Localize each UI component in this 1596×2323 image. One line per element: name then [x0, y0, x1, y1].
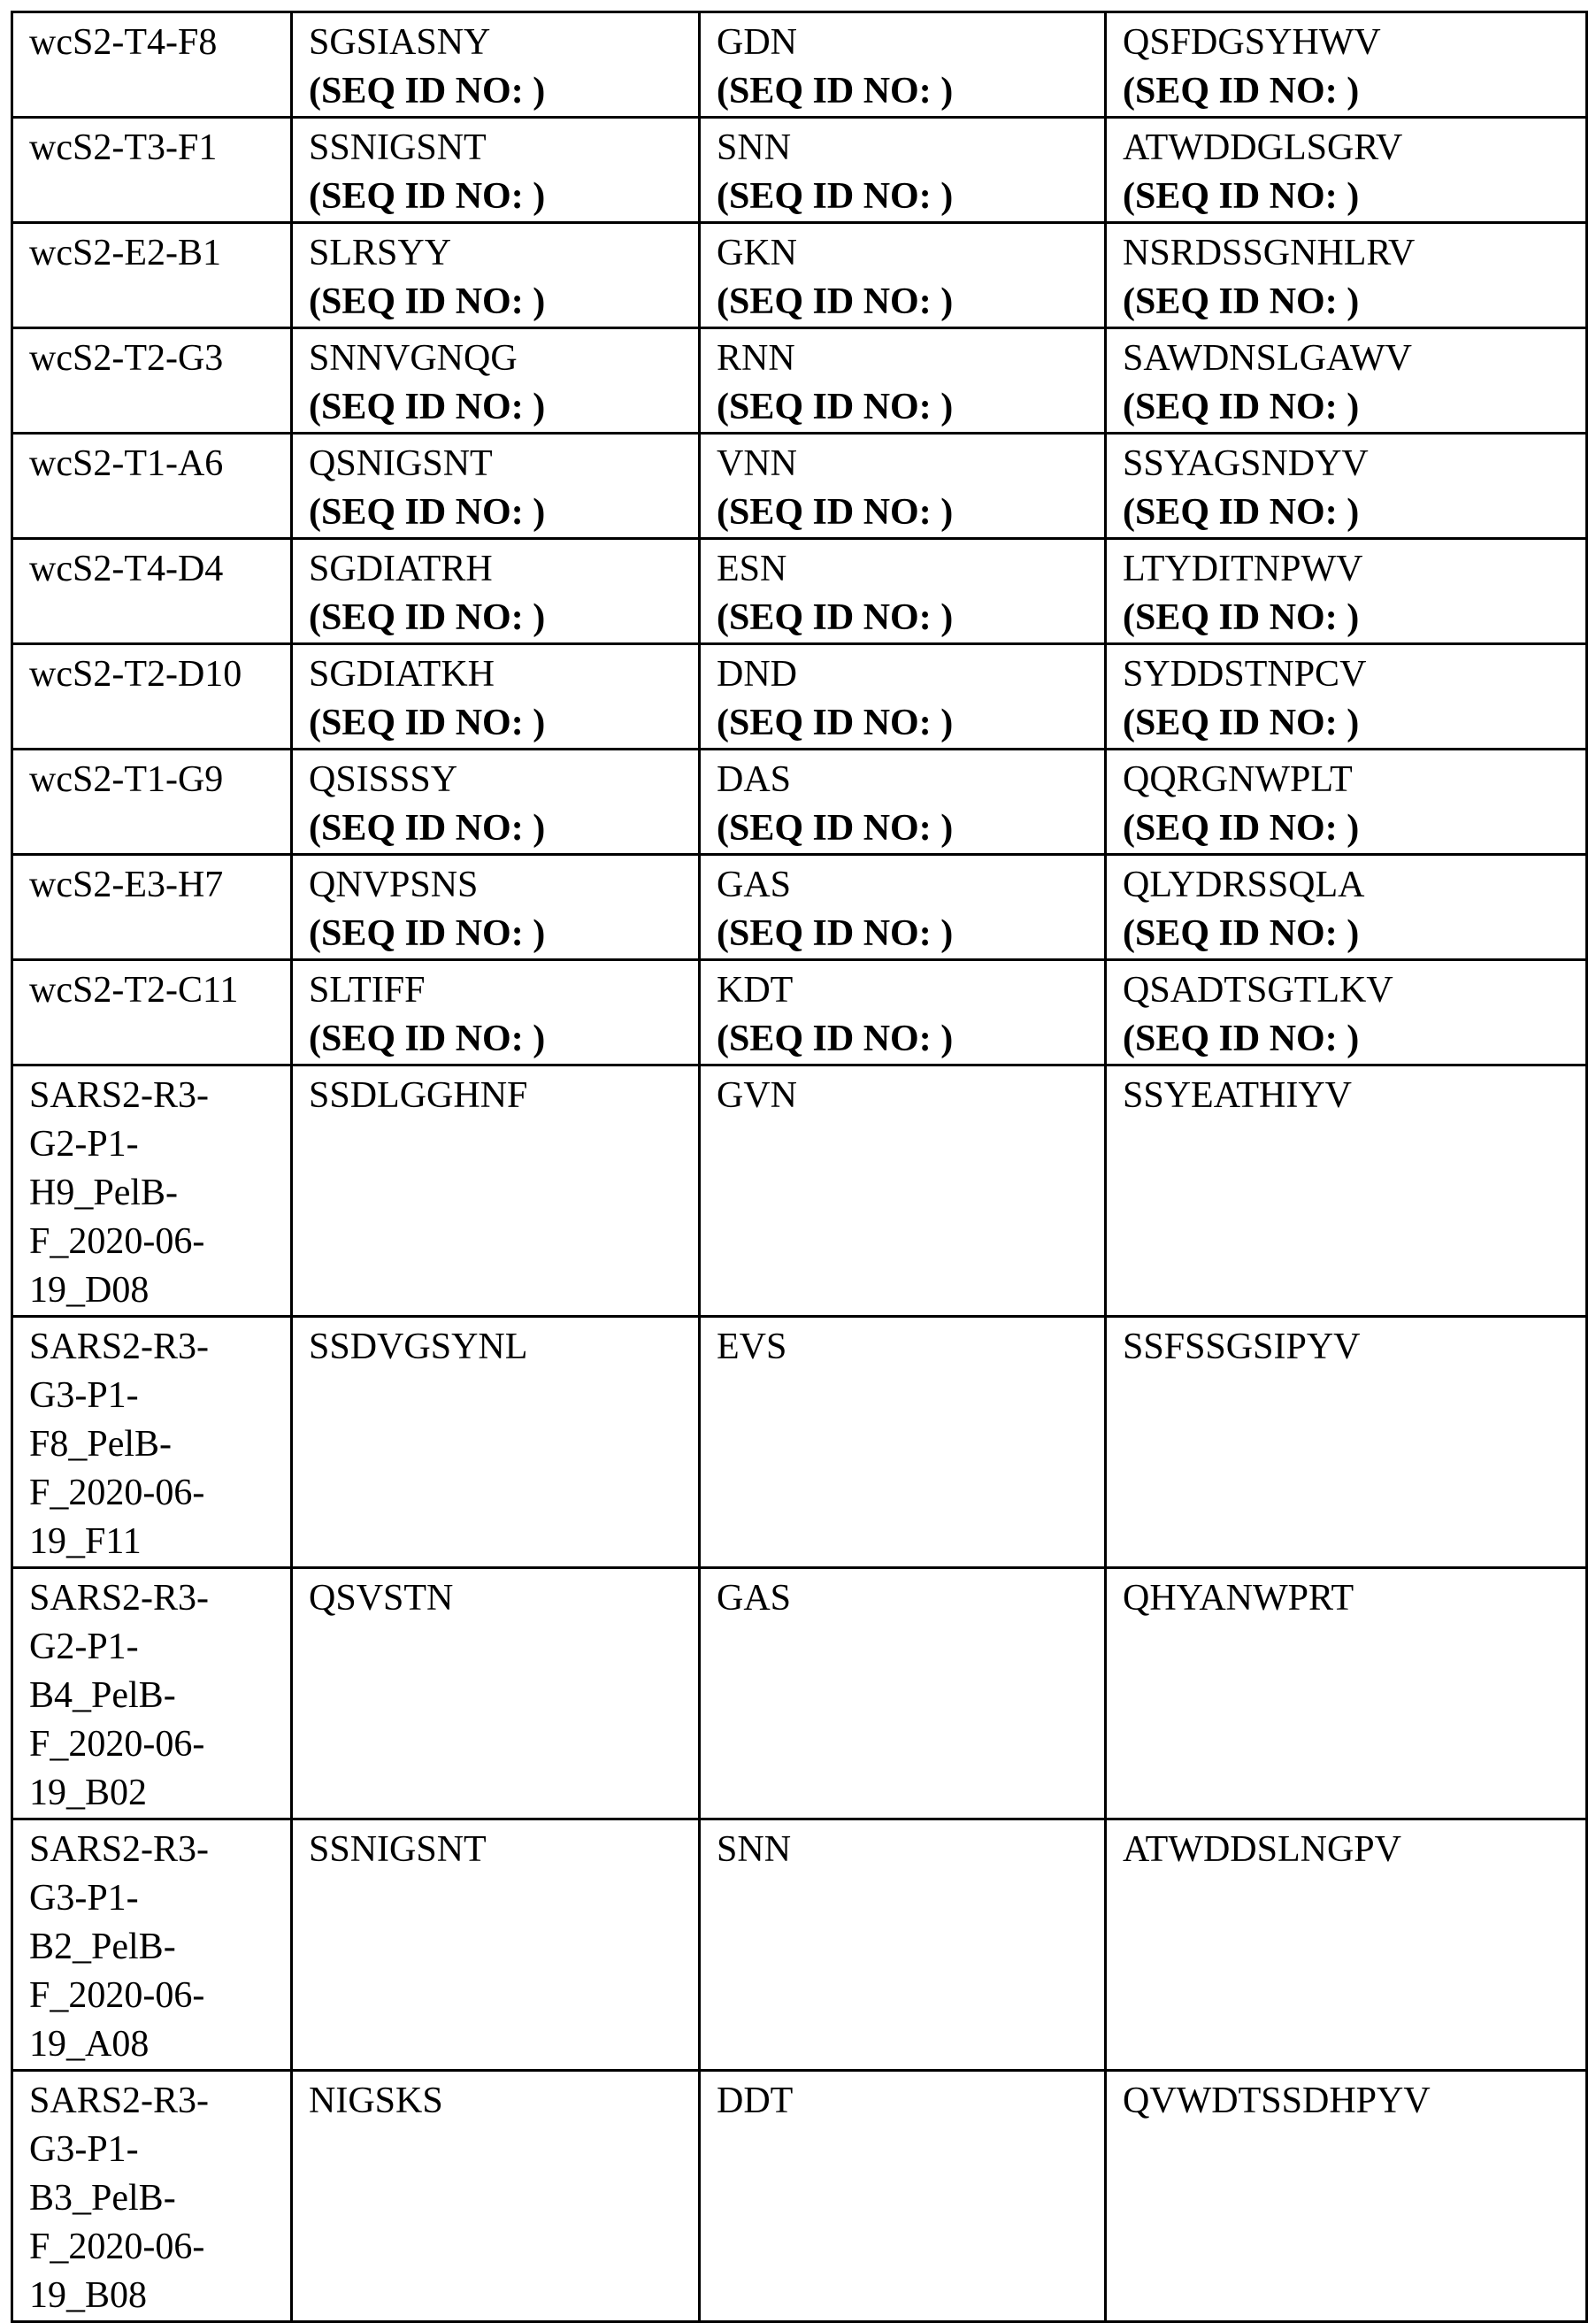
cdr3-cell [1106, 12, 1587, 118]
cdr1-sequence: QSNIGSNT [309, 440, 689, 488]
clone-name-line: 19_D08 [29, 1266, 281, 1315]
cdr1-cell [292, 223, 700, 328]
cdr3-cell [1106, 1819, 1587, 2071]
table-row [12, 118, 1587, 223]
table-row [12, 223, 1587, 328]
cdr2-cell [700, 223, 1106, 328]
clone-name-cell [12, 12, 292, 118]
cdr3-cell [1106, 539, 1587, 644]
cdr2-cell [700, 1819, 1106, 2071]
seq-id-label: (SEQ ID NO: ) [309, 67, 689, 116]
seq-id-label: (SEQ ID NO: ) [717, 278, 1095, 327]
cdr2-sequence: EVS [717, 1323, 1095, 1372]
seq-id-label: (SEQ ID NO: ) [1123, 699, 1577, 748]
clone-name-line: wcS2-T2-C11 [29, 966, 281, 1015]
table-row [12, 328, 1587, 434]
clone-name-line: G3-P1- [29, 1372, 281, 1420]
seq-id-label: (SEQ ID NO: ) [717, 383, 1095, 432]
cdr3-sequence: SSYEATHIYV [1123, 1072, 1577, 1120]
seq-id-label: (SEQ ID NO: ) [309, 699, 689, 748]
cdr2-cell [700, 960, 1106, 1065]
cdr1-cell [292, 1819, 700, 2071]
clone-name-line: B3_PelB- [29, 2174, 281, 2223]
cdr3-cell [1106, 855, 1587, 960]
seq-id-label: (SEQ ID NO: ) [1123, 488, 1577, 537]
clone-name-line: SARS2-R3- [29, 1574, 281, 1623]
cdr3-sequence: QHYANWPRT [1123, 1574, 1577, 1623]
cdr2-sequence: GAS [717, 1574, 1095, 1623]
cdr2-cell [700, 750, 1106, 855]
table-row [12, 644, 1587, 750]
clone-name-cell [12, 2071, 292, 2322]
table-row [12, 12, 1587, 118]
cdr3-sequence: QSADTSGTLKV [1123, 966, 1577, 1015]
seq-id-label: (SEQ ID NO: ) [309, 910, 689, 958]
cdr3-cell [1106, 328, 1587, 434]
clone-name-line: wcS2-T2-G3 [29, 335, 281, 383]
clone-name-line: wcS2-T4-F8 [29, 19, 281, 67]
cdr2-sequence: DAS [717, 756, 1095, 804]
seq-id-label: (SEQ ID NO: ) [717, 1015, 1095, 1064]
cdr1-cell [292, 1317, 700, 1568]
seq-id-label: (SEQ ID NO: ) [1123, 67, 1577, 116]
cdr1-sequence: QNVPSNS [309, 861, 689, 910]
clone-name-line: F_2020-06- [29, 2223, 281, 2272]
cdr2-cell [700, 1317, 1106, 1568]
cdr2-sequence: GAS [717, 861, 1095, 910]
cdr1-sequence: QSVSTN [309, 1574, 689, 1623]
clone-name-cell [12, 223, 292, 328]
clone-name-line: G3-P1- [29, 1874, 281, 1923]
clone-name-line: G3-P1- [29, 2126, 281, 2174]
seq-id-label: (SEQ ID NO: ) [1123, 594, 1577, 642]
table-row [12, 960, 1587, 1065]
cdr1-cell [292, 1065, 700, 1317]
seq-id-label: (SEQ ID NO: ) [1123, 1015, 1577, 1064]
sequence-table-body [12, 12, 1587, 2322]
sequence-table [11, 11, 1588, 2323]
cdr3-sequence: ATWDDSLNGPV [1123, 1826, 1577, 1874]
seq-id-label: (SEQ ID NO: ) [1123, 804, 1577, 853]
clone-name-cell [12, 1819, 292, 2071]
cdr3-sequence: QSFDGSYHWV [1123, 19, 1577, 67]
clone-name-line: F_2020-06- [29, 1218, 281, 1266]
cdr1-sequence: SSDVGSYNL [309, 1323, 689, 1372]
table-row [12, 750, 1587, 855]
cdr2-sequence: GDN [717, 19, 1095, 67]
clone-name-line: G2-P1- [29, 1120, 281, 1169]
cdr3-sequence: NSRDSSGNHLRV [1123, 229, 1577, 278]
table-row [12, 434, 1587, 539]
cdr1-cell [292, 434, 700, 539]
seq-id-label: (SEQ ID NO: ) [309, 383, 689, 432]
cdr1-sequence: SGDIATKH [309, 650, 689, 699]
cdr1-cell [292, 960, 700, 1065]
cdr1-sequence: NIGSKS [309, 2077, 689, 2126]
seq-id-label: (SEQ ID NO: ) [717, 804, 1095, 853]
cdr2-sequence: DDT [717, 2077, 1095, 2126]
cdr3-cell [1106, 2071, 1587, 2322]
clone-name-cell [12, 328, 292, 434]
clone-name-line: 19_F11 [29, 1518, 281, 1566]
cdr2-cell [700, 434, 1106, 539]
clone-name-cell [12, 1317, 292, 1568]
seq-id-label: (SEQ ID NO: ) [1123, 383, 1577, 432]
cdr3-sequence: SSFSSGSIPYV [1123, 1323, 1577, 1372]
cdr1-sequence: SNNVGNQG [309, 335, 689, 383]
cdr2-cell [700, 855, 1106, 960]
seq-id-label: (SEQ ID NO: ) [717, 488, 1095, 537]
cdr1-cell [292, 644, 700, 750]
cdr2-sequence: DND [717, 650, 1095, 699]
cdr1-cell [292, 328, 700, 434]
clone-name-line: F_2020-06- [29, 1469, 281, 1518]
cdr2-sequence: KDT [717, 966, 1095, 1015]
cdr2-sequence: GVN [717, 1072, 1095, 1120]
table-row [12, 539, 1587, 644]
seq-id-label: (SEQ ID NO: ) [717, 910, 1095, 958]
cdr3-sequence: SYDDSTNPCV [1123, 650, 1577, 699]
cdr1-sequence: SSDLGGHNF [309, 1072, 689, 1120]
cdr2-cell [700, 1065, 1106, 1317]
cdr3-sequence: SSYAGSNDYV [1123, 440, 1577, 488]
clone-name-line: SARS2-R3- [29, 1072, 281, 1120]
clone-name-line: B4_PelB- [29, 1672, 281, 1720]
clone-name-line: wcS2-T3-F1 [29, 124, 281, 173]
cdr1-sequence: SSNIGSNT [309, 1826, 689, 1874]
clone-name-cell [12, 1065, 292, 1317]
cdr2-sequence: GKN [717, 229, 1095, 278]
seq-id-label: (SEQ ID NO: ) [309, 594, 689, 642]
cdr3-sequence: SAWDNSLGAWV [1123, 335, 1577, 383]
clone-name-line: B2_PelB- [29, 1923, 281, 1972]
seq-id-label: (SEQ ID NO: ) [717, 594, 1095, 642]
clone-name-line: wcS2-E3-H7 [29, 861, 281, 910]
clone-name-line: 19_A08 [29, 2020, 281, 2069]
cdr2-cell [700, 539, 1106, 644]
cdr3-sequence: ATWDDGLSGRV [1123, 124, 1577, 173]
cdr3-cell [1106, 118, 1587, 223]
clone-name-cell [12, 855, 292, 960]
clone-name-line: 19_B02 [29, 1769, 281, 1818]
clone-name-line: G2-P1- [29, 1623, 281, 1672]
seq-id-label: (SEQ ID NO: ) [309, 278, 689, 327]
table-row [12, 1065, 1587, 1317]
cdr2-cell [700, 118, 1106, 223]
cdr2-cell [700, 1568, 1106, 1819]
clone-name-line: wcS2-T2-D10 [29, 650, 281, 699]
cdr1-sequence: SLRSYY [309, 229, 689, 278]
cdr1-sequence: SGSIASNY [309, 19, 689, 67]
seq-id-label: (SEQ ID NO: ) [717, 699, 1095, 748]
seq-id-label: (SEQ ID NO: ) [1123, 173, 1577, 221]
cdr3-sequence: QVWDTSSDHPYV [1123, 2077, 1577, 2126]
cdr3-sequence: QQRGNWPLT [1123, 756, 1577, 804]
cdr3-sequence: LTYDITNPWV [1123, 545, 1577, 594]
cdr3-cell [1106, 434, 1587, 539]
cdr3-cell [1106, 1568, 1587, 1819]
cdr3-cell [1106, 960, 1587, 1065]
cdr3-cell [1106, 644, 1587, 750]
cdr2-sequence: RNN [717, 335, 1095, 383]
cdr3-cell [1106, 1065, 1587, 1317]
cdr1-cell [292, 12, 700, 118]
seq-id-label: (SEQ ID NO: ) [1123, 278, 1577, 327]
cdr2-cell [700, 644, 1106, 750]
cdr1-cell [292, 2071, 700, 2322]
cdr2-cell [700, 328, 1106, 434]
seq-id-label: (SEQ ID NO: ) [309, 1015, 689, 1064]
clone-name-line: SARS2-R3- [29, 2077, 281, 2126]
cdr3-cell [1106, 750, 1587, 855]
clone-name-cell [12, 118, 292, 223]
cdr1-cell [292, 1568, 700, 1819]
seq-id-label: (SEQ ID NO: ) [717, 67, 1095, 116]
seq-id-label: (SEQ ID NO: ) [309, 488, 689, 537]
clone-name-line: F_2020-06- [29, 1720, 281, 1769]
cdr1-cell [292, 539, 700, 644]
cdr2-sequence: ESN [717, 545, 1095, 594]
clone-name-line: SARS2-R3- [29, 1323, 281, 1372]
cdr2-sequence: SNN [717, 124, 1095, 173]
cdr1-sequence: SGDIATRH [309, 545, 689, 594]
table-row [12, 1819, 1587, 2071]
seq-id-label: (SEQ ID NO: ) [1123, 910, 1577, 958]
clone-name-line: SARS2-R3- [29, 1826, 281, 1874]
clone-name-line: wcS2-E2-B1 [29, 229, 281, 278]
clone-name-line: 19_B08 [29, 2272, 281, 2320]
cdr1-sequence: QSISSSY [309, 756, 689, 804]
clone-name-cell [12, 1568, 292, 1819]
cdr2-cell [700, 2071, 1106, 2322]
clone-name-line: F_2020-06- [29, 1972, 281, 2020]
clone-name-line: F8_PelB- [29, 1420, 281, 1469]
clone-name-line: wcS2-T1-A6 [29, 440, 281, 488]
clone-name-line: H9_PelB- [29, 1169, 281, 1218]
table-row [12, 855, 1587, 960]
clone-name-cell [12, 644, 292, 750]
seq-id-label: (SEQ ID NO: ) [309, 804, 689, 853]
cdr1-cell [292, 750, 700, 855]
clone-name-cell [12, 434, 292, 539]
clone-name-cell [12, 539, 292, 644]
cdr3-cell [1106, 223, 1587, 328]
clone-name-line: wcS2-T1-G9 [29, 756, 281, 804]
table-row [12, 1317, 1587, 1568]
clone-name-cell [12, 960, 292, 1065]
cdr3-sequence: QLYDRSSQLA [1123, 861, 1577, 910]
cdr1-cell [292, 855, 700, 960]
table-row [12, 2071, 1587, 2322]
clone-name-line: wcS2-T4-D4 [29, 545, 281, 594]
cdr2-sequence: SNN [717, 1826, 1095, 1874]
table-row [12, 1568, 1587, 1819]
seq-id-label: (SEQ ID NO: ) [309, 173, 689, 221]
cdr2-sequence: VNN [717, 440, 1095, 488]
cdr1-sequence: SLTIFF [309, 966, 689, 1015]
cdr1-cell [292, 118, 700, 223]
cdr3-cell [1106, 1317, 1587, 1568]
cdr1-sequence: SSNIGSNT [309, 124, 689, 173]
cdr2-cell [700, 12, 1106, 118]
clone-name-cell [12, 750, 292, 855]
seq-id-label: (SEQ ID NO: ) [717, 173, 1095, 221]
